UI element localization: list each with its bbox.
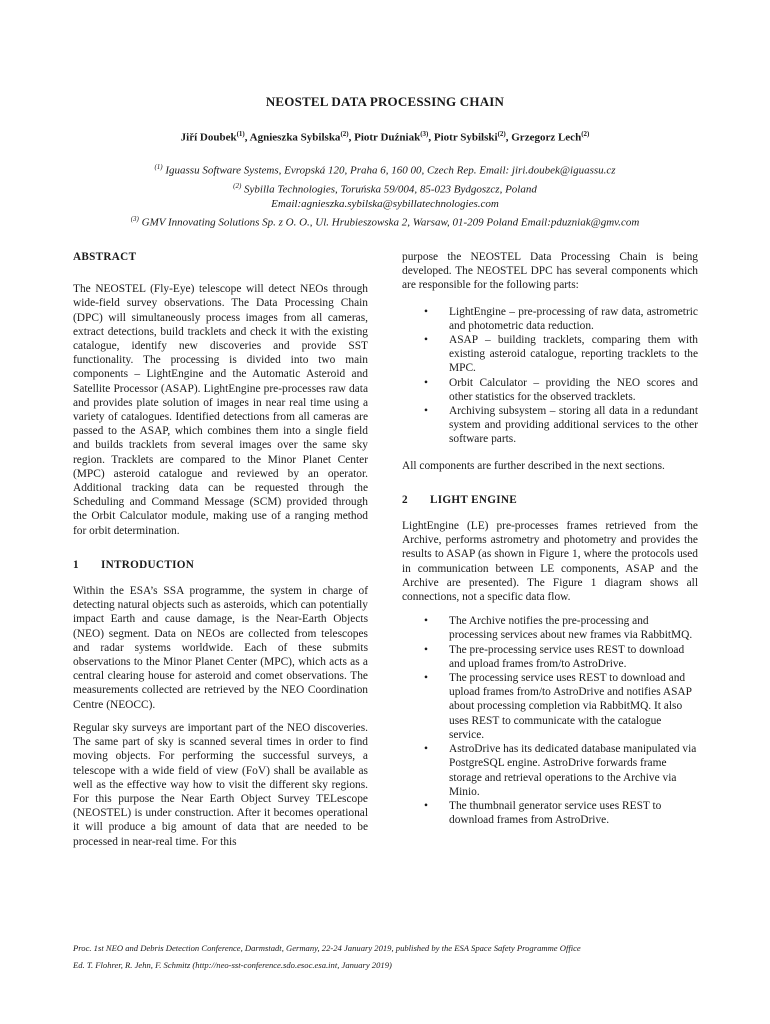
author-affil-mark: (2) — [581, 130, 590, 138]
intro-paragraph-2: Regular sky surveys are important part of the NEO discoveries. The same part of sky is scanned several times in order to find moving objects. For performing the successful surveys, a telescope with a wide field of view (FoV) shall be available as well as the effective way how to visit the different sky regions. For this purpose the Near Earth Object Survey TELescope (NEOSTEL) is under construction. After it becomes operational it will produce a big amount of data that are needed to be processed in near-real time. For this — [73, 721, 368, 848]
affil-text: Sybilla Technologies, Toruńska 59/004, 85-023 Bydgoszcz, Poland — [244, 183, 537, 196]
bullet-glyph: • — [424, 643, 428, 656]
bullet-glyph: • — [424, 615, 428, 628]
list-item-text: Orbit Calculator – providing the NEO scores and other statistics for the observed tracklets. — [449, 376, 698, 403]
list-item-text: Archiving subsystem – storing all data in a redundant system and providing additional services to the other software parts. — [449, 405, 698, 446]
list-item-text: The processing service uses REST to download and upload frames from/to AstroDrive and notifies ASAP about processing completion via RabbitMQ. It also uses REST to communicate with the catalogue service. — [449, 672, 692, 741]
affil-text: GMV Innovating Solutions Sp. z O. O., Ul. Hrubieszowska 2, Warsaw, 01-209 Poland Email:pduzniak@gmv.com — [141, 216, 640, 229]
list-item — [402, 376, 698, 404]
paper-title: NEOSTEL DATA PROCESSING CHAIN — [265, 94, 505, 109]
author-name: Grzegorz Lech — [511, 131, 582, 144]
author-name: Jiří Doubek — [180, 131, 237, 144]
list-item — [402, 333, 698, 376]
list-item — [402, 742, 698, 799]
list-item-text: The thumbnail generator service uses REST to download frames from AstroDrive. — [449, 799, 662, 827]
intro-paragraph-continued: purpose the NEOSTEL Data Processing Chain is being developed. The NEOSTEL DPC has several components which are responsible for the following parts: — [402, 251, 698, 292]
author-affil-mark: (1) — [236, 130, 245, 138]
bullet-glyph: • — [424, 305, 428, 318]
author-list: Jiří Doubek$^{(1)}$, Agnieszka Sybilska$^{(2)}$, Piotr Duźniak$^{(3)}$, Piotr Sybilski$^{(2)}$, Grzegorz Lech$^{(2)}$ — [180, 130, 590, 144]
section-heading-introduction — [73, 558, 368, 572]
heading-text: INTRODUCTION — [101, 558, 195, 571]
author-affil-mark: (2) — [340, 130, 349, 138]
affiliation-2 — [60, 179, 710, 198]
list-item-text: AstroDrive has its dedicated database manipulated via PostgreSQL engine. AstroDrive forwards frame storage and retrieval operations to the Archive via Minio. — [449, 743, 697, 798]
footer-line-1: Proc. 1st NEO and Debris Detection Conference, Darmstadt, Germany, 22-24 January 2019, published by the ESA Space Safety Programme Office — [73, 943, 581, 953]
affiliation-1 — [60, 160, 710, 179]
section-number: 1 — [73, 558, 79, 571]
light-engine-list — [402, 614, 698, 827]
bullet-glyph: • — [424, 799, 428, 812]
bullet-glyph: • — [424, 334, 428, 347]
light-engine-paragraph: LightEngine (LE) pre-processes frames retrieved from the Archive, performs astrometry and photometry and provides the results to ASAP (as shown in Figure 1, where the protocols used in communication between LE components, ASAP and the Archive are presented). The Figure 1 diagram shows all connections, not a specific data flow. — [402, 520, 698, 604]
author-name: Piotr Sybilski — [433, 131, 498, 144]
author-affil-mark: (2) — [497, 130, 506, 138]
right-column — [402, 250, 698, 835]
left-column — [73, 250, 368, 858]
affiliations — [60, 160, 710, 231]
bullet-glyph: • — [424, 672, 428, 685]
abstract-heading — [73, 250, 368, 264]
page-footer — [73, 940, 703, 974]
section-heading-light-engine — [402, 493, 698, 507]
bullet-glyph: • — [424, 376, 428, 389]
component-list — [402, 305, 698, 447]
bullet-glyph: • — [424, 743, 428, 756]
footer-line-2: Ed. T. Flohrer, R. Jehn, F. Schmitz (http://neo-sst-conference.sdo.esoc.esa.int, January 2019) — [73, 960, 392, 970]
affiliation-2-email: Email:agnieszka.sybilska@sybillatechnologies.com — [271, 198, 499, 211]
list-item — [402, 614, 698, 642]
bullet-glyph: • — [424, 405, 428, 418]
abstract-text: The NEOSTEL (Fly-Eye) telescope will detect NEOs through wide-field survey observations. The Data Processing Chain (DPC) will simultaneously process images from all cameras, extract detections, build tracklets and check it with the existing catalogue, identify new discoveries and provide SST functionality. The processing is divided into two main components – LightEngine and the Automatic Asteroid and Satellite Processor (ASAP). LightEngine pre-processes raw data and provides plate solution of images in near real time using a variety of catalogues. Identified detections from all cameras are passed to the ASAP, which combines them into a single field and builds tracklets from several images over the same sky region. Tracklets are compared to the Minor Planet Center (MPC) asteroid catalogue and reviewed by an operator. Additional tracking data can be requested through the Scheduling and Command Message (SCM) provided through the Orbit Calculator module, making use of a ranging method for orbit determination. — [73, 283, 368, 537]
affiliation-3 — [60, 212, 710, 231]
section-number: 2 — [402, 493, 408, 506]
list-item-text: ASAP – building tracklets, comparing them with existing asteroid catalogue, reporting tracklets to the MPC. — [449, 334, 698, 375]
list-item — [402, 671, 698, 742]
affil-mark: (2) — [233, 181, 242, 190]
author-affil-mark: (3) — [420, 130, 429, 138]
components-summary: All components are further described in the next sections. — [402, 459, 665, 472]
list-item-text: The pre-processing service uses REST to download and upload frames from/to AstroDrive. — [449, 643, 685, 670]
list-item — [402, 305, 698, 333]
affil-mark: (3) — [130, 215, 139, 224]
list-item-text: The Archive notifies the pre-processing and processing services about new frames via RabbitMQ. — [449, 615, 693, 642]
author-name: Agnieszka Sybilska — [249, 131, 341, 144]
list-item — [402, 643, 698, 671]
list-item — [402, 799, 698, 827]
intro-paragraph-1: Within the ESA’s SSA programme, the system in charge of detecting natural objects such as asteroids, which can potentially impact Earth and cause damage, is the Near-Earth Objects (NEO) segment. Data on NEOs are collected from telescopes and radar systems worldwide. Each of these submits observations to the Minor Planet Center (MPC), which acts as a central clearing house for asteroid and comet observations. The measurements collected are retrieved by the NEO Coordination Centre (NEOCC). — [73, 585, 368, 711]
list-item — [402, 404, 698, 447]
affil-mark: (1) — [154, 163, 163, 171]
author-name: Piotr Duźniak — [354, 131, 421, 144]
heading-text: LIGHT ENGINE — [430, 493, 518, 506]
heading-text: ABSTRACT — [73, 251, 137, 263]
list-item-text: LightEngine – pre-processing of raw data, astrometric and photometric data reduction. — [449, 305, 698, 332]
affil-text: Iguassu Software Systems, Evropská 120, Praha 6, 160 00, Czech Rep. Email: jiri.doubek@iguassu.cz — [165, 164, 616, 177]
